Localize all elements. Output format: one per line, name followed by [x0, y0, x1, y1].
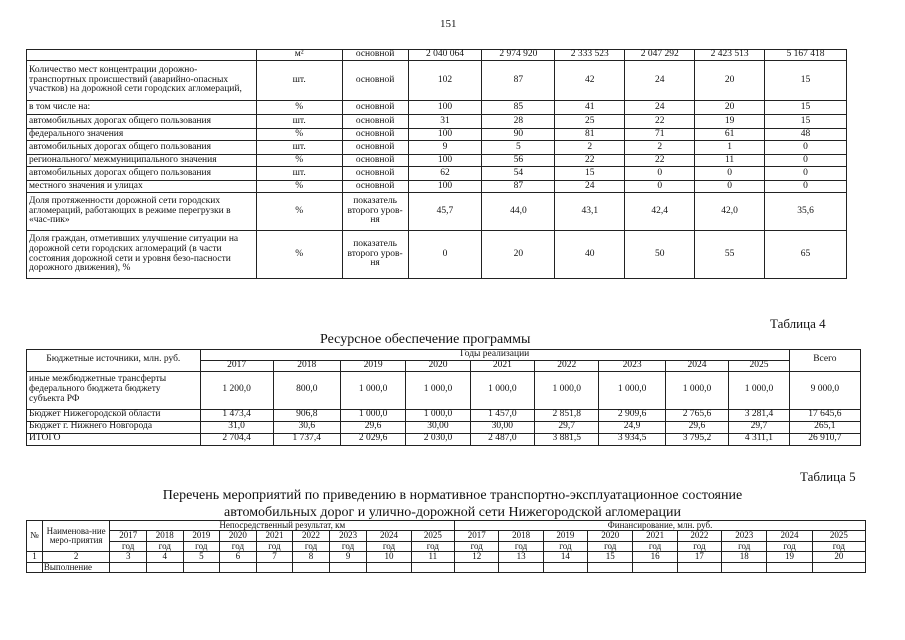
value-cell: 1 000,0	[599, 371, 665, 409]
value-cell: 2 047 292	[625, 50, 695, 61]
value-cell: 24,9	[599, 421, 665, 433]
indicator-label: регионального/ межмуниципального значения	[27, 155, 257, 167]
god-cell: год	[633, 541, 677, 551]
table-row	[27, 61, 847, 101]
value-cell: 61	[695, 129, 765, 141]
value-cell: 22	[625, 115, 695, 129]
table4-title: Ресурсное обеспечение программы	[320, 332, 531, 347]
year-cell: 2023	[329, 531, 367, 541]
value-cell: 1 000,0	[406, 371, 470, 409]
value-cell: 42,4	[625, 193, 695, 231]
empty-cell	[499, 562, 543, 572]
level-cell: основной	[342, 101, 408, 115]
value-cell: 0	[408, 231, 482, 279]
year-cell: 2021	[470, 360, 534, 371]
table-row	[27, 409, 861, 421]
column-number: 4	[146, 552, 183, 562]
indicator-label: Доля протяженности дорожной сети городских агломераций, работающих в режиме перегрузки в «час-пик»	[27, 193, 257, 231]
god-cell: год	[220, 541, 257, 551]
value-cell: 2 909,6	[599, 409, 665, 421]
god-cell: год	[499, 541, 543, 551]
value-cell: 2	[555, 141, 625, 155]
unit-cell: %	[256, 181, 342, 193]
value-cell: 42,0	[695, 193, 765, 231]
indicator-label: Количество мест концентрации дорожно-транспортных происшествий (аварийно-опасных участков) на дорожной сети городских агломераций,	[27, 61, 257, 101]
year-cell: 2023	[599, 360, 665, 371]
god-cell: год	[146, 541, 183, 551]
table-row	[27, 141, 847, 155]
year-cell: 2021	[256, 531, 293, 541]
value-cell: 2 704,4	[200, 433, 273, 445]
column-number: 15	[588, 552, 633, 562]
value-cell: 30,00	[470, 421, 534, 433]
value-cell: 24	[625, 61, 695, 101]
column-number: 5	[183, 552, 220, 562]
value-cell: 20	[482, 231, 555, 279]
year-cell: 2017	[455, 531, 499, 541]
god-cell: год	[812, 541, 865, 551]
total-cell: 265,1	[789, 421, 860, 433]
value-cell: 0	[625, 181, 695, 193]
indicator-label: в том числе на:	[27, 101, 257, 115]
value-cell: 31	[408, 115, 482, 129]
value-cell: 1 000,0	[406, 409, 470, 421]
value-cell: 2 040 064	[408, 50, 482, 61]
value-cell: 1 473,4	[200, 409, 273, 421]
column-number: 6	[220, 552, 257, 562]
year-cell: 2022	[293, 531, 330, 541]
year-cell: 2024	[767, 531, 812, 541]
value-cell: 0	[695, 181, 765, 193]
unit-cell: %	[256, 155, 342, 167]
empty-cell	[293, 562, 330, 572]
total-cell: 26 910,7	[789, 433, 860, 445]
value-cell: 40	[555, 231, 625, 279]
year-cell: 2018	[273, 360, 340, 371]
god-cell: год	[329, 541, 367, 551]
table-row	[27, 101, 847, 115]
year-cell: 2017	[200, 360, 273, 371]
unit-cell: шт.	[256, 141, 342, 155]
empty-cell	[146, 562, 183, 572]
column-number: 13	[499, 552, 543, 562]
value-cell: 100	[408, 129, 482, 141]
column-number: 19	[767, 552, 812, 562]
table-row	[27, 50, 847, 61]
empty-cell	[411, 562, 454, 572]
year-cell: 2017	[110, 531, 147, 541]
column-number: 3	[110, 552, 147, 562]
value-cell: 45,7	[408, 193, 482, 231]
year-cell: 2018	[146, 531, 183, 541]
level-cell: показатель второго уров-ня	[342, 193, 408, 231]
value-cell: 29,6	[340, 421, 405, 433]
name-header: Наименова-ние меро-приятия	[42, 521, 110, 552]
table5-title-line1: Перечень мероприятий по приведению в нормативное транспортно-эксплуатационное состояние	[162, 488, 743, 503]
value-cell: 0	[765, 167, 847, 181]
indicator-label	[27, 50, 257, 61]
year-cell: 2020	[220, 531, 257, 541]
column-number: 16	[633, 552, 677, 562]
value-cell: 22	[625, 155, 695, 167]
year-cell: 2021	[633, 531, 677, 541]
indicator-label: местного значения и улицах	[27, 181, 257, 193]
year-cell: 2019	[543, 531, 587, 541]
value-cell: 2 423 513	[695, 50, 765, 61]
value-cell: 20	[695, 61, 765, 101]
value-cell: 0	[765, 155, 847, 167]
value-cell: 102	[408, 61, 482, 101]
value-cell: 100	[408, 155, 482, 167]
no-header: №	[27, 521, 43, 552]
unit-cell: шт.	[256, 61, 342, 101]
table4-caption: Таблица 4	[770, 316, 826, 331]
table-row	[27, 155, 847, 167]
value-cell: 5 167 418	[765, 50, 847, 61]
value-cell: 25	[555, 115, 625, 129]
value-cell: 3 881,5	[535, 433, 599, 445]
empty-cell	[110, 562, 147, 572]
result-header: Непосредственный результат, км	[110, 521, 455, 531]
value-cell: 2 974 920	[482, 50, 555, 61]
god-cell: год	[367, 541, 411, 551]
value-cell: 15	[765, 101, 847, 115]
page-number: 151	[440, 18, 457, 30]
table-row	[27, 421, 861, 433]
total-cell: 17 645,6	[789, 409, 860, 421]
god-cell: год	[543, 541, 587, 551]
value-cell: 24	[555, 181, 625, 193]
god-cell: год	[256, 541, 293, 551]
value-cell: 2 487,0	[470, 433, 534, 445]
source-label: Бюджет Нижегородской области	[27, 409, 201, 421]
value-cell: 3 934,5	[599, 433, 665, 445]
column-number: 11	[411, 552, 454, 562]
unit-cell: %	[256, 129, 342, 141]
value-cell: 85	[482, 101, 555, 115]
value-cell: 2 030,0	[406, 433, 470, 445]
level-cell: показатель второго уров-ня	[342, 231, 408, 279]
column-number: 12	[455, 552, 499, 562]
column-number: 10	[367, 552, 411, 562]
source-header: Бюджетные источники, млн. руб.	[27, 350, 201, 372]
empty-cell	[633, 562, 677, 572]
column-number: 9	[329, 552, 367, 562]
value-cell: 56	[482, 155, 555, 167]
value-cell: 43,1	[555, 193, 625, 231]
god-cell: год	[293, 541, 330, 551]
level-cell: основной	[342, 141, 408, 155]
value-cell: 20	[695, 101, 765, 115]
year-cell: 2019	[183, 531, 220, 541]
empty-cell	[543, 562, 587, 572]
year-cell: 2019	[340, 360, 405, 371]
table-row	[27, 115, 847, 129]
years-header: Годы реализации	[200, 350, 789, 361]
financing-header: Финансирование, млн. руб.	[455, 521, 866, 531]
empty-cell	[767, 562, 812, 572]
indicator-label: федерального значения	[27, 129, 257, 141]
year-cell: 2022	[677, 531, 721, 541]
column-number: 8	[293, 552, 330, 562]
value-cell: 2	[625, 141, 695, 155]
unit-cell: шт.	[256, 167, 342, 181]
level-cell: основной	[342, 155, 408, 167]
empty-cell	[329, 562, 367, 572]
empty-cell	[455, 562, 499, 572]
value-cell: 800,0	[273, 371, 340, 409]
value-cell: 1 000,0	[470, 371, 534, 409]
value-cell: 42	[555, 61, 625, 101]
value-cell: 29,7	[535, 421, 599, 433]
value-cell: 100	[408, 181, 482, 193]
indicator-label: автомобильных дорогах общего пользования	[27, 167, 257, 181]
god-cell: год	[110, 541, 147, 551]
source-label: Бюджет г. Нижнего Новгорода	[27, 421, 201, 433]
unit-cell: шт.	[256, 115, 342, 129]
value-cell: 50	[625, 231, 695, 279]
value-cell: 2 765,6	[665, 409, 728, 421]
value-cell: 1 000,0	[535, 371, 599, 409]
empty-cell	[722, 562, 767, 572]
value-cell: 30,00	[406, 421, 470, 433]
year-cell: 2025	[729, 360, 790, 371]
value-cell: 1 000,0	[340, 409, 405, 421]
year-cell: 2020	[406, 360, 470, 371]
column-number: 7	[256, 552, 293, 562]
value-cell: 4 311,1	[729, 433, 790, 445]
value-cell: 0	[765, 181, 847, 193]
column-number: 1	[27, 552, 43, 562]
indicator-label: автомобильных дорогах общего пользования	[27, 115, 257, 129]
value-cell: 3 795,2	[665, 433, 728, 445]
total-cell: 9 000,0	[789, 371, 860, 409]
value-cell: 1 000,0	[340, 371, 405, 409]
table-row	[27, 193, 847, 231]
resource-table	[26, 349, 861, 446]
value-cell: 29,6	[665, 421, 728, 433]
unit-cell: %	[256, 101, 342, 115]
level-cell: основной	[342, 115, 408, 129]
empty-cell	[677, 562, 721, 572]
value-cell: 2 029,6	[340, 433, 405, 445]
value-cell: 906,8	[273, 409, 340, 421]
value-cell: 19	[695, 115, 765, 129]
value-cell: 29,7	[729, 421, 790, 433]
value-cell: 15	[555, 167, 625, 181]
measure-label: Выполнение	[42, 562, 110, 572]
empty-cell	[256, 562, 293, 572]
column-number: 20	[812, 552, 865, 562]
level-cell: основной	[342, 50, 408, 61]
value-cell: 5	[482, 141, 555, 155]
value-cell: 15	[765, 115, 847, 129]
table-row	[27, 167, 847, 181]
value-cell: 31,0	[200, 421, 273, 433]
year-cell: 2025	[411, 531, 454, 541]
column-number: 17	[677, 552, 721, 562]
level-cell: основной	[342, 167, 408, 181]
god-cell: год	[411, 541, 454, 551]
value-cell: 55	[695, 231, 765, 279]
unit-cell: %	[256, 231, 342, 279]
value-cell: 11	[695, 155, 765, 167]
indicators-table	[26, 49, 847, 279]
value-cell: 87	[482, 181, 555, 193]
source-label: иные межбюджетные трансферты федерального бюджета бюджету субъекта РФ	[27, 371, 201, 409]
unit-cell: %	[256, 193, 342, 231]
value-cell: 1	[695, 141, 765, 155]
god-cell: год	[722, 541, 767, 551]
measures-table	[26, 520, 866, 573]
empty-cell	[27, 562, 43, 572]
god-cell: год	[183, 541, 220, 551]
column-number: 2	[42, 552, 110, 562]
indicator-label: автомобильных дорогах общего пользования	[27, 141, 257, 155]
table-row	[27, 371, 861, 409]
column-number: 14	[543, 552, 587, 562]
column-number: 18	[722, 552, 767, 562]
god-cell: год	[677, 541, 721, 551]
value-cell: 90	[482, 129, 555, 141]
value-cell: 1 000,0	[729, 371, 790, 409]
unit-cell: м²	[256, 50, 342, 61]
god-cell: год	[588, 541, 633, 551]
level-cell: основной	[342, 61, 408, 101]
value-cell: 28	[482, 115, 555, 129]
value-cell: 3 281,4	[729, 409, 790, 421]
year-cell: 2024	[367, 531, 411, 541]
value-cell: 2 333 523	[555, 50, 625, 61]
table-row	[27, 129, 847, 141]
value-cell: 48	[765, 129, 847, 141]
value-cell: 1 457,0	[470, 409, 534, 421]
value-cell: 54	[482, 167, 555, 181]
value-cell: 0	[695, 167, 765, 181]
total-header: Всего	[789, 350, 860, 372]
value-cell: 81	[555, 129, 625, 141]
level-cell: основной	[342, 181, 408, 193]
value-cell: 44,0	[482, 193, 555, 231]
value-cell: 24	[625, 101, 695, 115]
year-cell: 2018	[499, 531, 543, 541]
table5-title-line2: автомобильных дорог и улично-дорожной сети Нижегородской агломерации	[224, 505, 681, 520]
value-cell: 71	[625, 129, 695, 141]
value-cell: 100	[408, 101, 482, 115]
value-cell: 1 737,4	[273, 433, 340, 445]
value-cell: 65	[765, 231, 847, 279]
year-cell: 2024	[665, 360, 728, 371]
value-cell: 2 851,8	[535, 409, 599, 421]
empty-cell	[812, 562, 865, 572]
year-cell: 2020	[588, 531, 633, 541]
empty-cell	[220, 562, 257, 572]
value-cell: 0	[625, 167, 695, 181]
value-cell: 41	[555, 101, 625, 115]
table-row	[27, 181, 847, 193]
empty-cell	[183, 562, 220, 572]
table-row	[27, 231, 847, 279]
value-cell: 15	[765, 61, 847, 101]
god-cell: год	[455, 541, 499, 551]
value-cell: 0	[765, 141, 847, 155]
value-cell: 22	[555, 155, 625, 167]
year-cell: 2025	[812, 531, 865, 541]
value-cell: 1 000,0	[665, 371, 728, 409]
value-cell: 35,6	[765, 193, 847, 231]
empty-cell	[588, 562, 633, 572]
table-row	[27, 433, 861, 445]
empty-cell	[367, 562, 411, 572]
year-cell: 2023	[722, 531, 767, 541]
value-cell: 9	[408, 141, 482, 155]
god-cell: год	[767, 541, 812, 551]
value-cell: 87	[482, 61, 555, 101]
source-label: ИТОГО	[27, 433, 201, 445]
value-cell: 30,6	[273, 421, 340, 433]
table5-caption: Таблица 5	[800, 469, 856, 484]
year-cell: 2022	[535, 360, 599, 371]
level-cell: основной	[342, 129, 408, 141]
indicator-label: Доля граждан, отметивших улучшение ситуации на дорожной сети городских агломераций (в части состояния дорожной сети и уровня безо-пасности дорожного движения), %	[27, 231, 257, 279]
value-cell: 1 200,0	[200, 371, 273, 409]
value-cell: 62	[408, 167, 482, 181]
